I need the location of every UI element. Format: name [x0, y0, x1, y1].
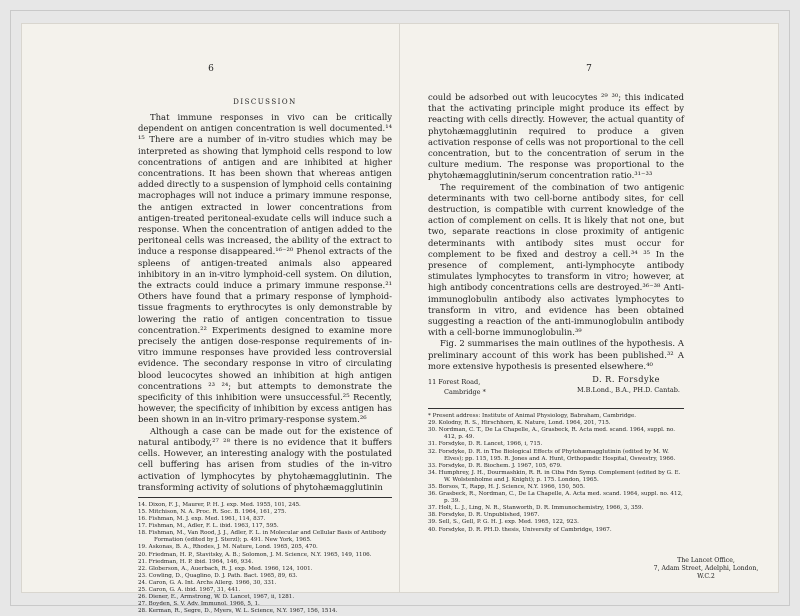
reference-item: 25. Caron, G. A. ibid. 1967, 31, 441.: [138, 587, 241, 594]
body-paragraph: Although a case can be made out for the existence of natural antibody,²⁷ ²⁸ there is no evidence that it buffers cells. However, an interesting analogy with the postulated cell buffering has arisen from studies of the in-vitro activation of lymphocytes by phytohæmagglutinin. The transforming activity of solutions of phytohæmagglutinin: [138, 425, 392, 492]
reference-item: 35. Borsos, T., Rapp, H. J. Science, N.Y. 1966, 150, 505.: [428, 484, 585, 491]
left-page: [22, 24, 400, 615]
reference-item: 39. Sell, S., Gell, P. G. H. J. exp. Med. 1965, 122, 923.: [428, 519, 579, 526]
left-column: [138, 92, 392, 615]
author-signature: [428, 374, 684, 404]
author-address-line: 11 Forest Road,: [428, 378, 481, 387]
reference-item: 23. Cowling, D., Quaglino, D. J. Path. Bact. 1965, 89, 63.: [138, 572, 298, 579]
reference-item: 37. Holt, L. J., Ling, N. R., Stanworth, D. R. Immunochemistry, 1966, 3, 359.: [428, 505, 644, 512]
reference-item: 22. Globerson, A., Auerbach, R. J. exp. Med. 1966, 124, 1001.: [138, 565, 313, 572]
reference-item: 24. Caron, G. A. Int. Archs Allerg. 1966, 30, 331.: [138, 579, 277, 586]
body-paragraph: Fig. 2 summarises the main outlines of the hypothesis. A preliminary account of this work has been published.³² A more extensive hypothesis is presented elsewhere.⁴⁰: [428, 338, 684, 371]
author-address-line: Cambridge *: [444, 388, 486, 397]
reference-item: 21. Friedman, H. P. ibid. 1964, 146, 934.: [138, 558, 254, 565]
body-paragraph: could be adsorbed out with leucocytes ²⁹ ³⁰; this indicated that the activating principle might produce its effect by reacting with cells directly. However, the actual quantity of phytohæmagglutinin required to produce a given activation response of cells was not proportional to the cell concentration, but to the concentration of serum in the culture medium. The response was proportional to the phytohæmagglutinin/serum concentration ratio.³¹⁻³³: [428, 92, 684, 181]
publisher-line: The Lancet Office,: [677, 557, 735, 564]
right-page: [400, 24, 778, 592]
publisher-address: [644, 557, 768, 581]
reference-item: 40. Forsdyke, D. R. PH.D. thesis, University of Cambridge, 1967.: [428, 526, 612, 533]
reference-rule: [428, 408, 684, 409]
reference-item: 26. Diener, E., Armstrong, W. D. Lancet, 1967, ii, 1281.: [138, 594, 295, 601]
reference-item: 15. Mitchison, N. A. Proc. R. Soc. B. 1964, 161, 275.: [138, 509, 287, 515]
reference-item: 31. Forsdyke, D. R. Lancet, 1966, i, 715.: [428, 441, 543, 448]
reference-item: 38. Forsdyke, D. R. Unpublished, 1967.: [428, 512, 540, 519]
reference-item: 16. Fishman, M. J. exp. Med. 1961, 114, 837.: [138, 516, 266, 523]
body-paragraph: The requirement of the combination of two antigenic determinants with two cell-borne antibody sites, for cell destruction, is compatible with current knowledge of the action of complement on cells. It is likely that not one, but two, separate reactions in close proximity of antigenic determinants with antibody sites must occur for complement to be fixed and destroy a cell.³⁴ ³⁵ In the presence of complement, anti-lymphocyte antibody stimulates lymphocytes to transform in vitro; however, at high antibody concentrations cells are destroyed.³⁶⁻³⁸ Anti-immunoglobulin antibody also activates lymphocytes to transform in vitro, and evidence has been obtained suggesting a reaction of the anti-immunoglobulin antibody with a cell-borne immunoglobulin.³⁹: [428, 181, 684, 338]
reference-item: 34. Humphrey, J. H., Dourmashkin, R. R. in Ciba Fdn Symp. Complement (edited by G. E. W. Wolstenholme and J. Knight); p. 175. London, 1965.: [428, 469, 681, 483]
body-paragraph: That immune responses in vivo can be critically dependent on antigen concentration is well documented.¹⁴ ¹⁵ There are a number of in-vitro studies which may be interpreted as showing that lymphoid cells respond to low concentrations of antigen and are inhibited at higher concentrations. It has been shown that whereas antigen added directly to a suspension of lymphoid cells containing macrophages will not induce a primary immune response, the antigen extracted in lower concentrations from antigen-treated peritoneal-exudate cells will induce such a response. When the concentration of antigen added to the peritoneal cells was increased, the ability of the extract to induce a response disappeared.¹⁶⁻²⁰ Phenol extracts of the spleens of antigen-treated animals also appeared inhibitory in an in-vitro lymphoid-cell system. On dilution, the extracts could induce a primary immune response.²¹ Others have found that a primary response of lymphoid-tissue fragments to erythrocytes is only demonstrable by lowering the ratio of antigen concentration to tissue concentration.²² Experiments designed to examine more precisely the antigen dose-response requirements of in-vitro immune responses have provided less controversial evidence. The secondary response in vitro of circulating blood leucocytes showed an inhibition at high antigen concentrations ²³ ²⁴; but attempts to demonstrate the specificity of this inhibition were unsuccessful.²⁵ Recently, however, the specificity of inhibition by excess antigen has been shown in an in-vitro primary-response system.²⁶: [138, 112, 392, 425]
reference-item: 28. Kerman, R., Segre, D., Myers, W. L. Science, N.Y. 1967, 156, 1514.: [138, 608, 338, 615]
reference-item: * Present address: Institute of Animal Physiology, Babraham, Cambridge.: [428, 413, 637, 420]
reference-item: 19. Askonas, B. A., Rhodes, J. M. Nature, Lond. 1965, 205, 470.: [138, 544, 318, 551]
reference-item: 14. Dixon, F. J., Maurer, P. H. J. exp. Med. 1955, 101, 245.: [138, 501, 301, 508]
reference-item: 29. Kolodny, R. S., Hirschhorn, K. Nature, Lond. 1964, 201, 715.: [428, 420, 611, 427]
section-heading: DISCUSSION: [233, 98, 297, 106]
reference-rule: [138, 497, 392, 498]
reference-item: 36. Grasbeck, R., Nordman, C., De La Chapelle, A. Acta med. scand. 1964, suppl. no. 412, p. 39.: [428, 491, 683, 505]
reference-list: [138, 502, 392, 616]
reference-item: 27. Boyden, S. V. Adv. Immunol. 1966, 5, 1.: [138, 601, 260, 608]
reference-item: 32. Forsdyke, D. R. in The Biological Effects of Phytohæmagglutinin (edited by M. W. Elves); pp. 115, 195. R. Jones and A. Hunt, Orthopædic Hospital, Oswestry, 1966.: [428, 448, 676, 462]
reference-item: 18. Fishman, M., Van Rood, J. J., Adler, F. L. in Molecular and Cellular Basis of Antibody Formation (edited by J. Sterzl); p. 491. New York, 1965.: [138, 530, 387, 544]
reference-item: 30. Nordman, C. T., De La Chapelle, A., Grasbeck, R. Acta med. scand. 1964, suppl. no. 412, p. 49.: [428, 427, 676, 441]
page-number: 6: [208, 64, 214, 74]
reference-item: 17. Fishman, M., Adler, F. L. ibid. 1963, 117, 595.: [138, 523, 279, 530]
reference-item: 33. Forsdyke, D. R. Biochem. J. 1967, 105, 679.: [428, 462, 562, 469]
publisher-line: 7, Adam Street, Adelphi, London, W.C.2: [653, 565, 759, 580]
page-number: 7: [586, 64, 592, 74]
author-qualifications: M.B.Lond., B.A., PH.D. Cantab.: [576, 386, 680, 395]
reference-item: 20. Friedman, H. P., Stavitsky, A. B.; Solomon, J. M. Science, N.Y. 1965, 149, 1106.: [138, 551, 372, 558]
reference-list: [428, 413, 684, 534]
author-name: D. R. Forsdyke: [592, 374, 660, 385]
right-column: [428, 92, 684, 534]
